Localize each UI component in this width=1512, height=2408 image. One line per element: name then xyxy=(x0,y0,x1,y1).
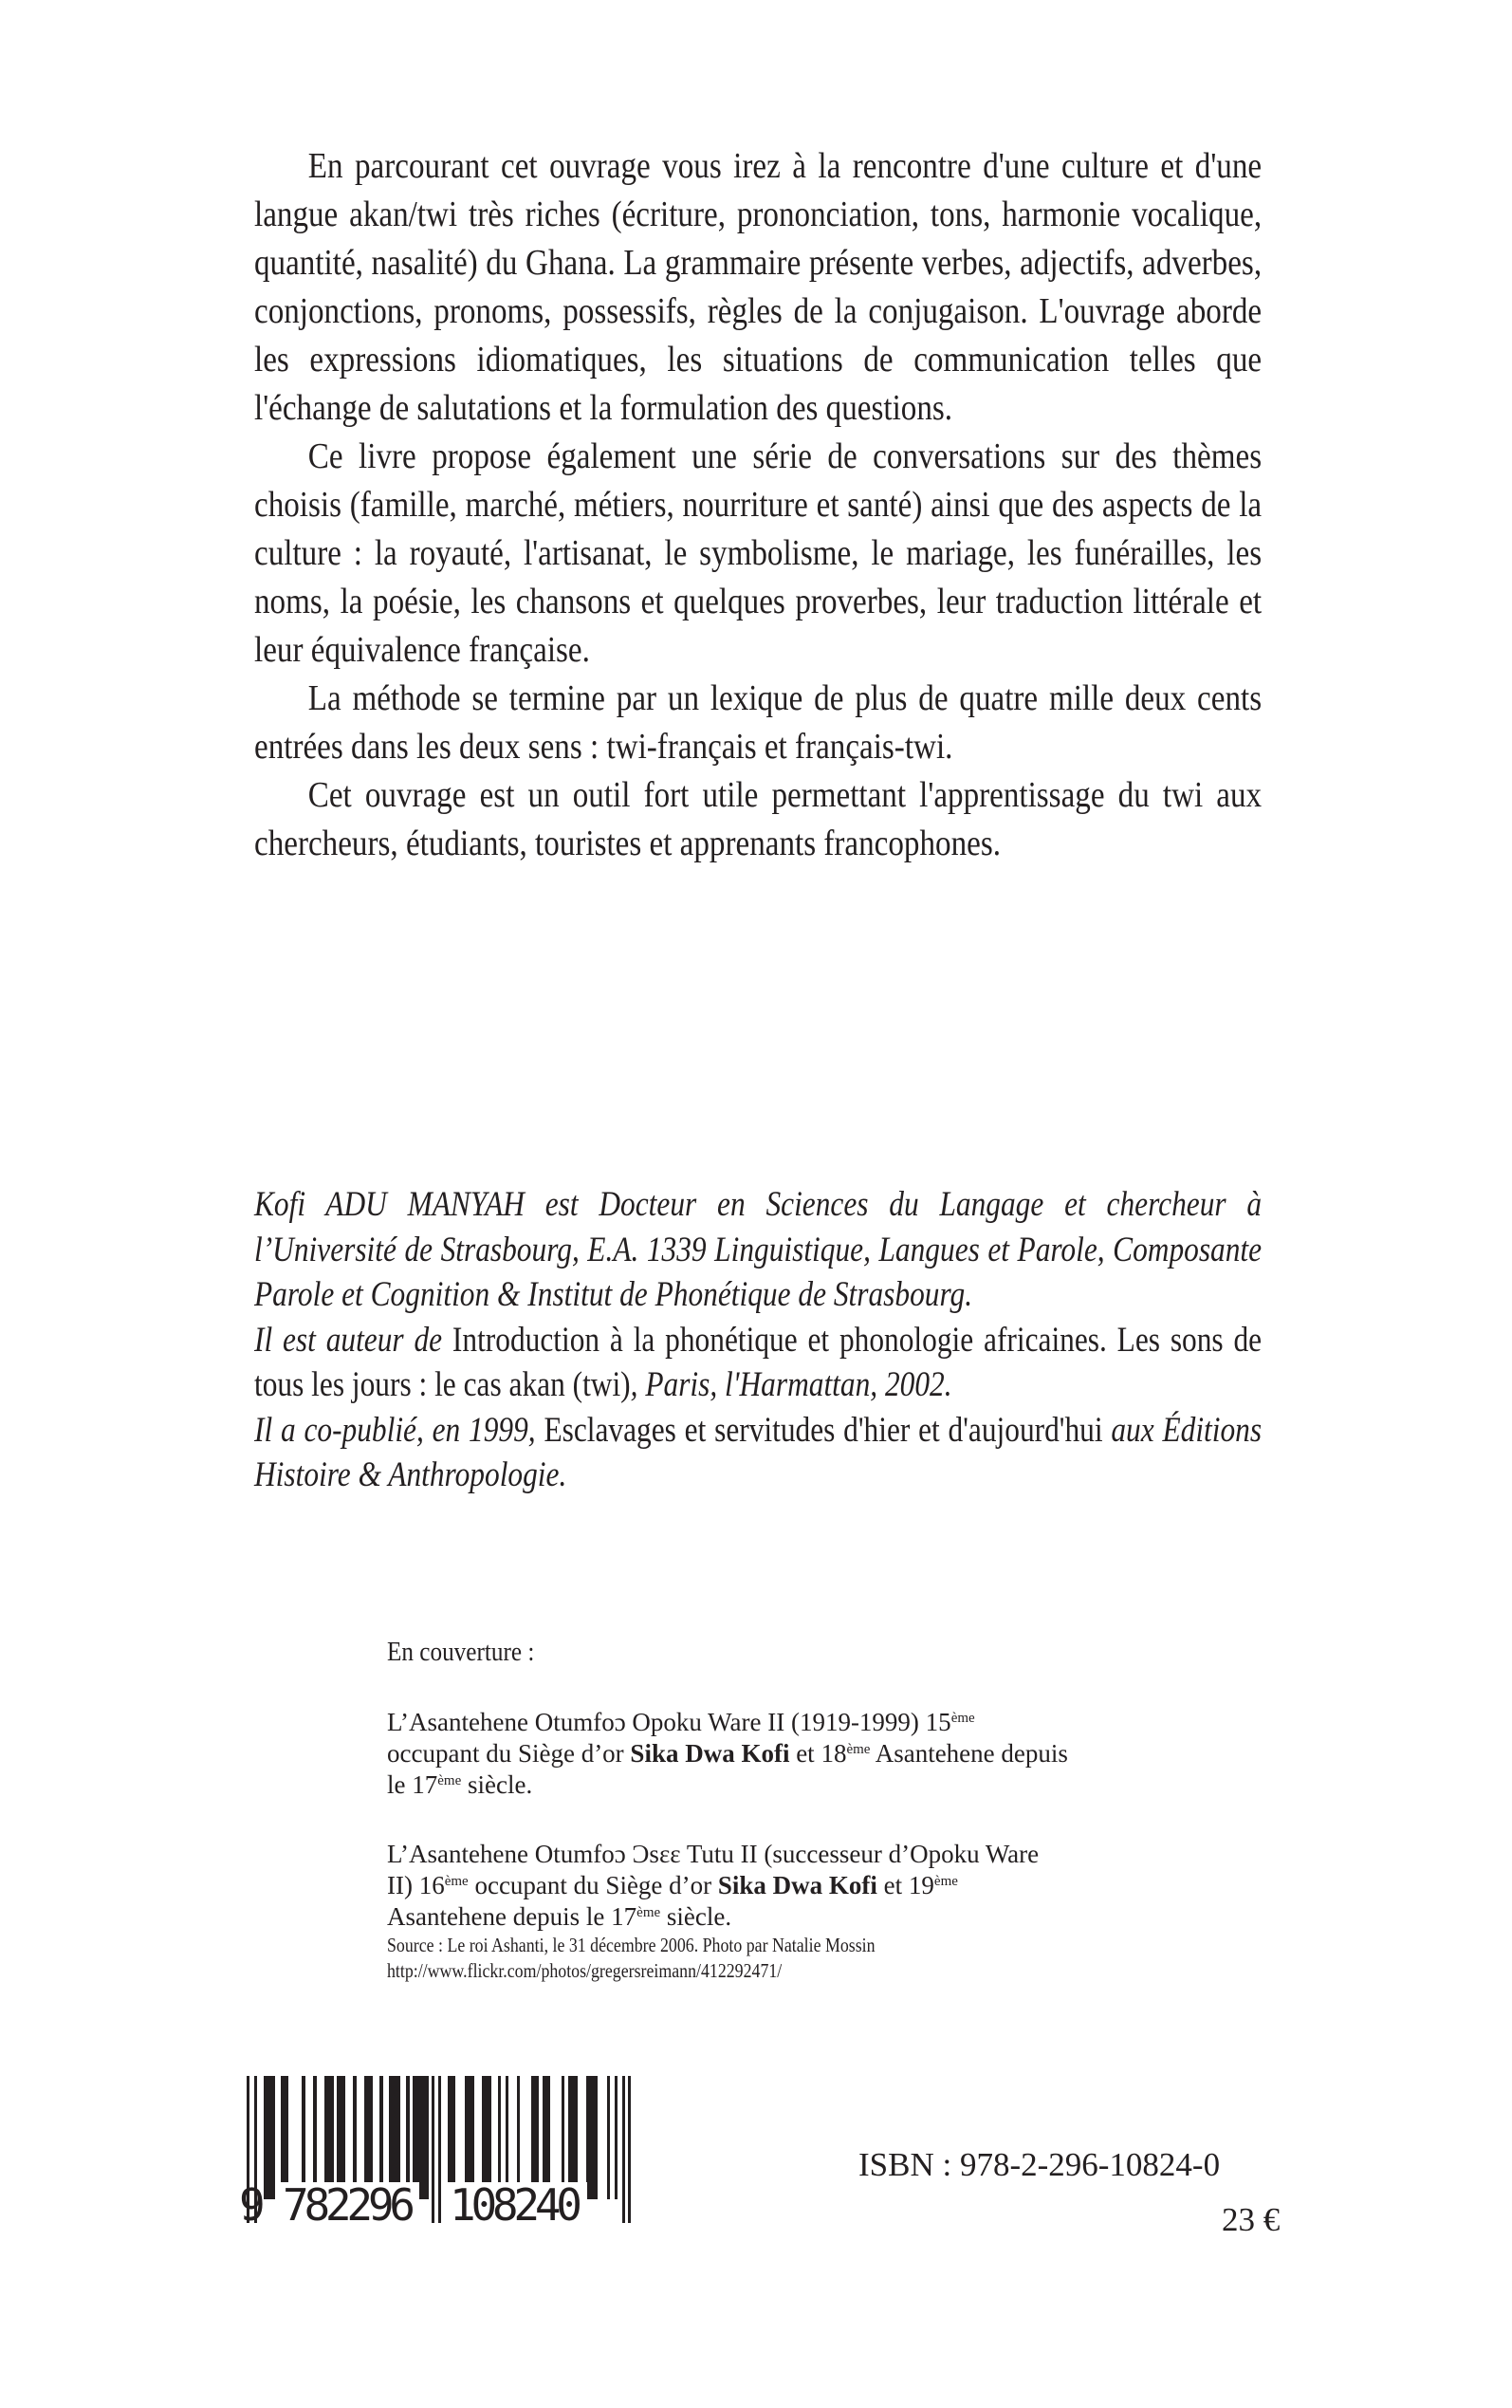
ordinal-suffix: ème xyxy=(933,1874,958,1889)
cover-caption-1 xyxy=(387,1707,1070,1801)
description-paragraph: La méthode se termine par un lexique de plus de quatre mille deux cents entrées dans les deux sens : twi-français et français-twi. xyxy=(254,678,1263,767)
barcode-bar xyxy=(586,2076,598,2199)
barcode-bar xyxy=(615,2076,618,2199)
author-works xyxy=(254,1317,1262,1407)
ordinal-suffix: ème xyxy=(437,1773,462,1788)
work2-title: Esclavages et servitudes d'hier et d'aujourd'hui xyxy=(535,1409,1112,1449)
barcode-digits-left: 782296 xyxy=(283,2179,415,2223)
ordinal-suffix: ème xyxy=(444,1874,469,1889)
copub-lead: Il a co-publié, en 1999, xyxy=(254,1409,536,1449)
caption-text: Asantehene depuis le 17 xyxy=(387,1739,1068,1799)
work2-publisher: aux Éditions Histoire & Anthropologie. xyxy=(254,1409,1263,1493)
works-lead: Il est auteur de xyxy=(254,1319,443,1359)
caption-text: siècle. xyxy=(660,1902,732,1931)
description-paragraph: En parcourant cet ouvrage vous irez à la rencontre d'une culture et d'une langue akan/twi très riches (écriture, prononciation, tons, harmonie vocalique, quantité, nasalité) du Ghana. La grammaire présente verbes, adjectifs, adverbes, conjonctions, pronoms, possessifs, règles de la conjugaison. L'ouvrage aborde les expressions idiomatiques, les situations de communication telles que l'échange de salutations et la formulation des questions. xyxy=(254,146,1263,428)
barcode-digits-right: 108240 xyxy=(450,2179,582,2223)
author-intro: Kofi ADU MANYAH est Docteur en Sciences du Langage et chercheur à l’Université de Strasbourg, E.A. 1339 Linguistique, Langues et Parole, Composante Parole et Cognition & Institut de Phonétique de Strasbourg. xyxy=(254,1184,1263,1313)
photo-source: Source : Le roi Ashanti, le 31 décembre 2006. Photo par Natalie Mossin xyxy=(387,1934,876,1956)
work1-publisher: , Paris, l'Harmattan, 2002. xyxy=(630,1364,952,1403)
barcode-digit-first: 9 xyxy=(239,2179,266,2223)
description-paragraph: Ce livre propose également une série de conversations sur des thèmes choisis (famille, marché, métiers, nourriture et santé) ainsi que des aspects de la culture : la royauté, l'artisanat, le symbolisme, le mariage, les funérailles, les noms, la poésie, les chansons et quelques proverbes, leur traduction littérale et leur équivalence française. xyxy=(254,436,1263,670)
cover-credit xyxy=(387,1637,1070,1984)
ordinal-suffix: ème xyxy=(846,1742,871,1757)
description-paragraph: Cet ouvrage est un outil fort utile permettant l'apprentissage du twi aux chercheurs, étudiants, touristes et apprenants francophones. xyxy=(254,775,1263,863)
photo-url: http://www.flickr.com/photos/gregersreimann/412292471/ xyxy=(387,1959,783,1982)
caption-text: occupant du Siège d’or xyxy=(468,1871,718,1899)
caption-text: siècle. xyxy=(461,1770,533,1799)
barcode-bar xyxy=(628,2076,631,2223)
caption-text: occupant du Siège d’or xyxy=(387,1739,631,1768)
barcode-bar xyxy=(438,2076,441,2223)
barcode-bar xyxy=(622,2076,625,2223)
isbn-number: ISBN : 978-2-296-10824-0 xyxy=(858,2146,1221,2183)
price: 23 € xyxy=(1222,2201,1281,2238)
work1-title: Introduction à la phonétique et phonologie africaines. Les sons de tous les jours : le cas akan (twi) xyxy=(254,1319,1263,1403)
cover-credit-heading: En couverture : xyxy=(387,1638,535,1667)
back-cover-description xyxy=(254,142,1262,868)
cover-caption-2 xyxy=(387,1839,1070,1933)
caption-text: Asantehene depuis le 17 xyxy=(387,1902,637,1931)
barcode-bar xyxy=(264,2076,275,2199)
caption-text: et 18 xyxy=(789,1739,847,1768)
author-copublication xyxy=(254,1407,1262,1497)
caption-text: L’Asantehene Otumfoɔ Ɔsɛɛ Tutu II (successeur d’Opoku Ware II) 16 xyxy=(387,1840,1040,1899)
barcode-bar xyxy=(432,2076,434,2223)
golden-stool-name: Sika Dwa Kofi xyxy=(717,1871,877,1899)
isbn-barcode xyxy=(239,2076,637,2223)
caption-text: et 19 xyxy=(876,1871,934,1899)
ordinal-suffix: ème xyxy=(950,1711,975,1726)
author-bio xyxy=(254,1181,1262,1497)
ordinal-suffix: ème xyxy=(636,1905,661,1920)
barcode-bar xyxy=(607,2076,610,2199)
golden-stool-name: Sika Dwa Kofi xyxy=(630,1739,790,1768)
caption-text: L’Asantehene Otumfoɔ Opoku Ware II (1919-1999) 15 xyxy=(387,1708,951,1736)
